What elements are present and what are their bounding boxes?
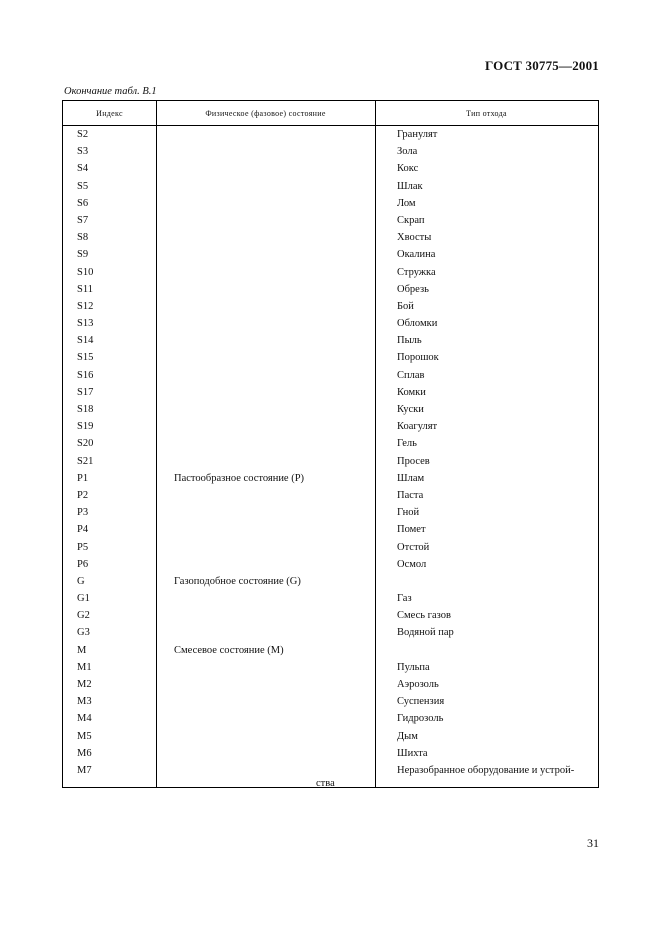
cell-waste-type: Пульпа xyxy=(397,661,430,673)
table-row xyxy=(63,316,598,333)
page-number: 31 xyxy=(587,836,599,850)
cell-index: S10 xyxy=(77,266,94,278)
table-row xyxy=(63,385,598,402)
cell-index: S6 xyxy=(77,197,89,209)
cell-index: S12 xyxy=(77,300,94,312)
cell-waste-type: Гидрозоль xyxy=(397,713,444,725)
table-row xyxy=(63,265,598,282)
cell-index: M5 xyxy=(77,730,92,742)
cell-index: S9 xyxy=(77,249,89,261)
cell-index: P5 xyxy=(77,541,89,553)
column-header-index: Индекс xyxy=(96,109,123,118)
cell-waste-type: Шлам xyxy=(397,472,425,484)
cell-waste-type: Коагулят xyxy=(397,421,438,433)
table-row xyxy=(63,488,598,505)
cell-index: S13 xyxy=(77,318,94,330)
cell-index: G1 xyxy=(77,593,90,605)
cell-index: G xyxy=(77,575,85,587)
cell-index: P3 xyxy=(77,507,89,519)
column-header-waste-type: Тип отхода xyxy=(466,109,507,118)
last-row-continuation: ства xyxy=(316,778,335,789)
table-row xyxy=(63,144,598,161)
cell-waste-type: Обрезь xyxy=(397,283,429,295)
cell-index: M1 xyxy=(77,661,92,673)
cell-index: S14 xyxy=(77,335,94,347)
cell-waste-type: Водяной пар xyxy=(397,627,454,639)
table-row xyxy=(63,127,598,144)
cell-waste-type: Гранулят xyxy=(397,129,438,140)
cell-waste-type: Неразобранное оборудование и устрой- xyxy=(397,764,575,776)
cell-physical-state: Пастообразное состояние (P) xyxy=(174,472,305,484)
cell-waste-type: Бой xyxy=(397,300,414,312)
cell-index: M2 xyxy=(77,679,92,690)
cell-waste-type: Хвосты xyxy=(397,232,432,244)
cell-waste-type: Окалина xyxy=(397,249,436,261)
cell-index: S19 xyxy=(77,421,94,433)
cell-index: M6 xyxy=(77,747,92,759)
cell-waste-type: Отстой xyxy=(397,541,430,553)
cell-index: G3 xyxy=(77,627,90,639)
table-row xyxy=(63,213,598,230)
table-row xyxy=(63,643,598,660)
table-row xyxy=(63,247,598,264)
table-row xyxy=(63,557,598,574)
cell-waste-type: Осмол xyxy=(397,558,427,570)
table-row xyxy=(63,196,598,213)
cell-waste-type: Помет xyxy=(397,524,426,536)
table-row xyxy=(63,282,598,299)
table-caption: Окончание табл. В.1 xyxy=(64,86,157,97)
cell-waste-type: Дым xyxy=(397,730,418,742)
cell-index: S2 xyxy=(77,129,89,140)
cell-waste-type: Гной xyxy=(397,507,420,519)
cell-index: P1 xyxy=(77,472,89,484)
cell-index: S7 xyxy=(77,214,89,226)
table-row xyxy=(63,454,598,471)
table-row xyxy=(63,625,598,642)
document-header: ГОСТ 30775—2001 xyxy=(484,58,599,73)
cell-index: G2 xyxy=(77,610,90,622)
cell-waste-type: Пыль xyxy=(397,335,422,347)
cell-waste-type: Гель xyxy=(397,438,417,450)
cell-waste-type: Шлак xyxy=(397,180,423,192)
table-row xyxy=(63,161,598,178)
cell-waste-type: Скрап xyxy=(397,214,425,226)
cell-index: S20 xyxy=(77,438,94,450)
table-row xyxy=(63,608,598,625)
cell-waste-type: Аэрозоль xyxy=(397,679,439,690)
cell-waste-type: Сплав xyxy=(397,369,425,381)
cell-index: M7 xyxy=(77,764,92,776)
cell-index: S5 xyxy=(77,180,89,192)
cell-physical-state: Газоподобное состояние (G) xyxy=(174,575,301,587)
cell-waste-type: Паста xyxy=(397,489,424,501)
table-row xyxy=(63,746,598,763)
table-row xyxy=(63,591,598,608)
cell-index: P2 xyxy=(77,489,89,501)
cell-waste-type: Лом xyxy=(397,197,416,209)
table-row xyxy=(63,230,598,247)
table-row xyxy=(63,522,598,539)
cell-physical-state: Смесевое состояние (M) xyxy=(174,644,284,656)
cell-index: S4 xyxy=(77,163,89,175)
table-row xyxy=(63,711,598,728)
table-header-row xyxy=(63,101,598,126)
table-row xyxy=(63,436,598,453)
table-row xyxy=(63,471,598,488)
table-row xyxy=(63,574,598,591)
table-row xyxy=(63,505,598,522)
table-row xyxy=(63,660,598,677)
cell-waste-type: Кокс xyxy=(397,163,419,175)
table-row xyxy=(63,299,598,316)
cell-waste-type: Стружка xyxy=(397,266,436,278)
table-row xyxy=(63,368,598,385)
cell-index: S21 xyxy=(77,455,94,467)
cell-index: M xyxy=(77,644,87,656)
cell-index: P6 xyxy=(77,558,89,570)
table-body xyxy=(63,127,598,780)
table-row xyxy=(63,729,598,746)
cell-index: S17 xyxy=(77,386,94,398)
cell-index: S18 xyxy=(77,404,94,415)
table-row xyxy=(63,402,598,419)
cell-waste-type: Шихта xyxy=(397,747,428,759)
table-row xyxy=(63,677,598,694)
cell-waste-type: Смесь газов xyxy=(397,610,451,622)
cell-index: S3 xyxy=(77,146,89,158)
table-row xyxy=(63,540,598,557)
cell-index: M4 xyxy=(77,713,92,725)
waste-table xyxy=(62,100,599,788)
cell-index: P4 xyxy=(77,524,89,536)
table-row xyxy=(63,419,598,436)
cell-index: S11 xyxy=(77,283,93,295)
cell-waste-type: Зола xyxy=(397,146,418,158)
cell-index: M3 xyxy=(77,696,92,708)
cell-index: S8 xyxy=(77,232,89,244)
cell-waste-type: Комки xyxy=(397,386,426,398)
cell-waste-type: Просев xyxy=(397,455,430,467)
column-header-physical-state: Физическое (фазовое) состояние xyxy=(205,109,326,118)
table-row xyxy=(63,350,598,367)
cell-waste-type: Газ xyxy=(397,593,412,605)
table-row xyxy=(63,179,598,196)
cell-waste-type: Порошок xyxy=(397,352,439,364)
cell-index: S16 xyxy=(77,369,94,381)
table-row xyxy=(63,694,598,711)
cell-waste-type: Суспензия xyxy=(397,696,445,708)
cell-waste-type: Куски xyxy=(397,404,424,415)
cell-index: S15 xyxy=(77,352,94,364)
table-row xyxy=(63,333,598,350)
cell-waste-type: Обломки xyxy=(397,318,438,330)
